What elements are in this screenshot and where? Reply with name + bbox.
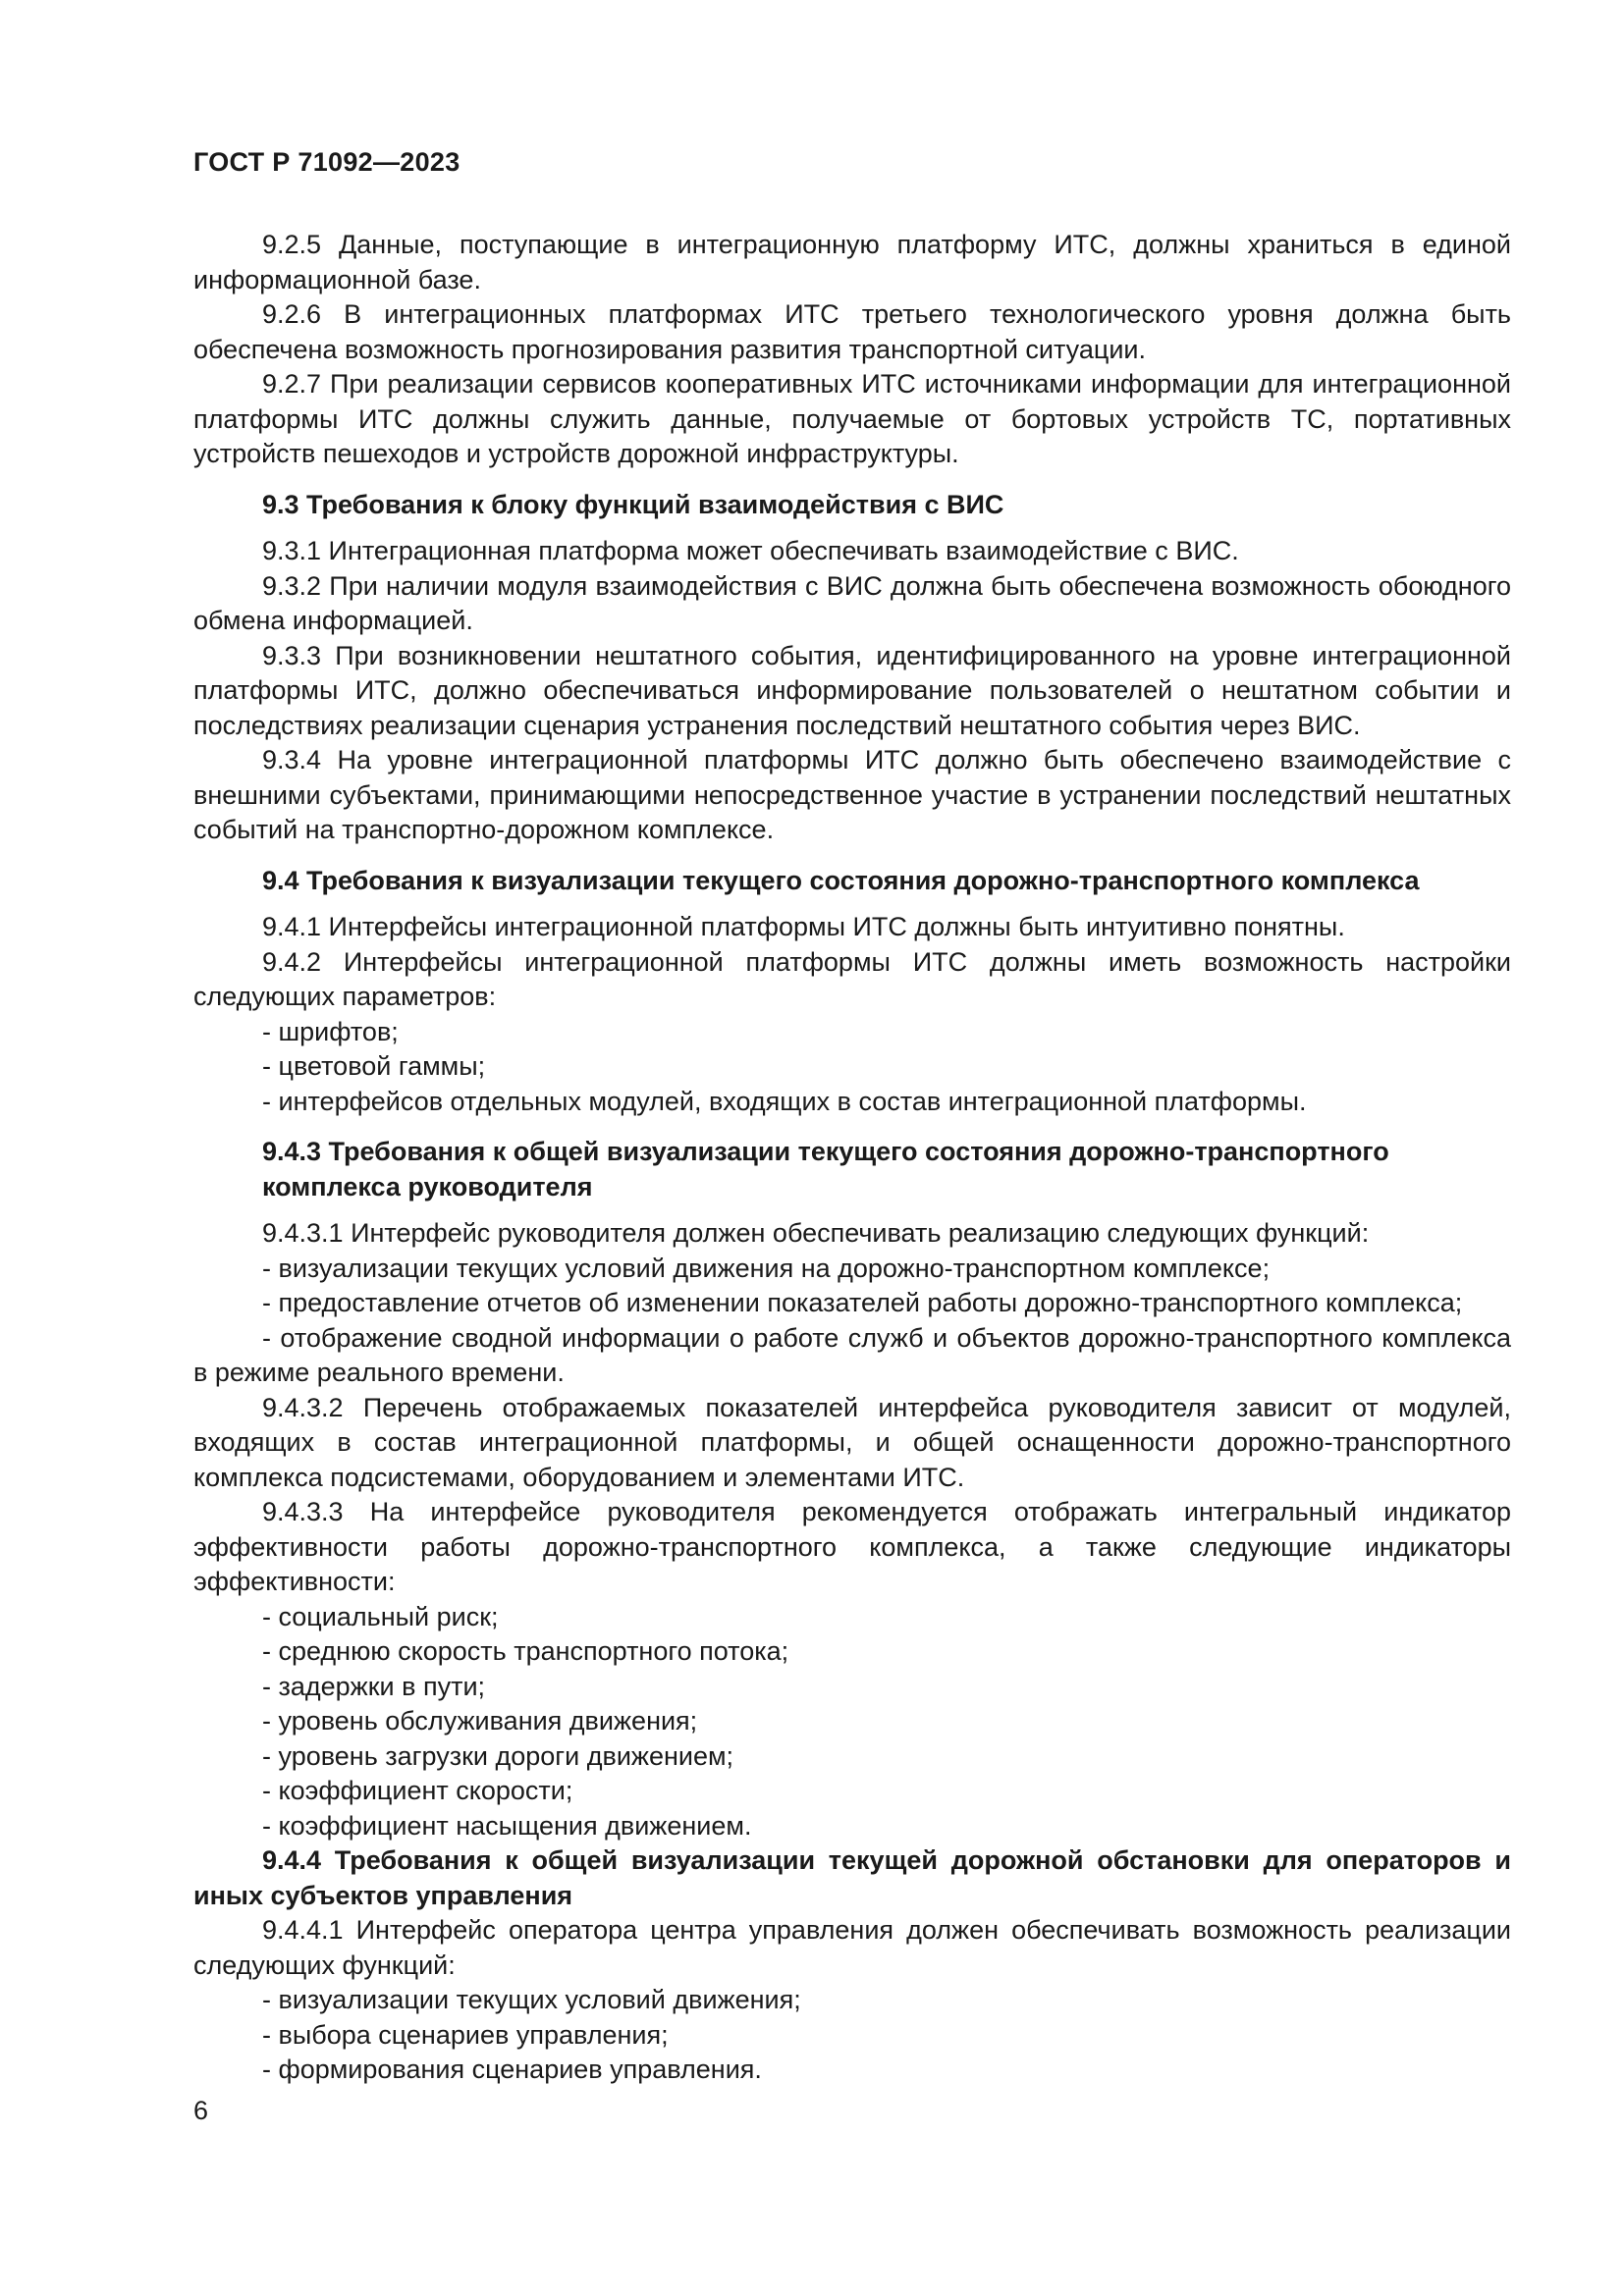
document-header: ГОСТ Р 71092—2023	[193, 147, 460, 177]
paragraph-9-4-2: 9.4.2 Интерфейсы интеграционной платформы ИТС должны иметь возможность настройки следующих параметров:	[193, 946, 1511, 1011]
list-item: - коэффициент насыщения движением.	[262, 1810, 752, 1841]
list-item: - визуализации текущих условий движения на дорожно-транспортном комплексе;	[262, 1253, 1271, 1283]
list-item: - формирования сценариев управления.	[262, 2055, 762, 2084]
section-heading-9-4-4: 9.4.4 Требования к общей визуализации текущей дорожной обстановки для операторов и иных субъектов управления	[193, 1845, 1511, 1910]
list-item: - уровень обслуживания движения;	[262, 1706, 698, 1735]
section-heading-9-3: 9.3 Требования к блоку функций взаимодействия с ВИС	[262, 489, 1004, 519]
paragraph-9-4-3-3: 9.4.3.3 На интерфейсе руководителя рекомендуется отображать интегральный индикатор эффективности работы дорожно-транспортного комплекса, а также следующие индикаторы эффективности:	[193, 1497, 1511, 1596]
paragraph-9-3-4: 9.3.4 На уровне интеграционной платформы ИТС должно быть обеспечено взаимодействие с внешними субъектами, принимающими непосредственное участие в устранении последствий нештатных событий на транспортно-дорожном комплексе.	[193, 745, 1511, 844]
document-body	[193, 228, 1511, 2088]
page-number: 6	[193, 2096, 209, 2125]
list-item: - социальный риск;	[262, 1601, 499, 1631]
list-item: - уровень загрузки дороги движением;	[262, 1740, 734, 1771]
paragraph-9-4-1: 9.4.1 Интерфейсы интеграционной платформы ИТС должны быть интуитивно понятны.	[262, 912, 1345, 941]
section-heading-9-4: 9.4 Требования к визуализации текущего состояния дорожно-транспортного комплекса	[262, 865, 1420, 895]
paragraph-9-2-5: 9.2.5 Данные, поступающие в интеграционную платформу ИТС, должны храниться в единой информационной базе.	[193, 230, 1511, 294]
list-item: - среднюю скорость транспортного потока;	[262, 1636, 789, 1666]
list-item: - шрифтов;	[262, 1016, 399, 1046]
list-item: - цветовой гаммы;	[262, 1051, 486, 1081]
paragraph-9-2-7: 9.2.7 При реализации сервисов кооперативных ИТС источниками информации для интеграционной платформы ИТС должны служить данные, получаемые от бортовых устройств ТС, портативных устройств пешеходов и устройств дорожной инфраструктуры.	[193, 369, 1511, 468]
paragraph-9-2-6: 9.2.6 В интеграционных платформах ИТС третьего технологического уровня должна быть обеспечена возможность прогнозирования развития транспортной ситуации.	[193, 299, 1511, 364]
section-heading-9-4-3: 9.4.3 Требования к общей визуализации текущего состояния дорожно-транспортного комплекса руководителя	[262, 1137, 1389, 1201]
paragraph-9-4-4-1: 9.4.4.1 Интерфейс оператора центра управления должен обеспечивать возможность реализации следующих функций:	[193, 1915, 1511, 1980]
list-item-wrapped: - отображение сводной информации о работе служб и объектов дорожно-транспортного комплекса в режиме реального времени.	[193, 1322, 1511, 1387]
list-item: - задержки в пути;	[262, 1671, 486, 1701]
list-item: - визуализации текущих условий движения;	[262, 1985, 801, 2014]
paragraph-9-3-2: 9.3.2 При наличии модуля взаимодействия с ВИС должна быть обеспечена возможность обоюдного обмена информацией.	[193, 570, 1511, 635]
paragraph-9-4-3-2: 9.4.3.2 Перечень отображаемых показателей интерфейса руководителя зависит от модулей, входящих в состав интеграционной платформы, и общей оснащенности дорожно-транспортного комплекса подсистемами, оборудованием и элементами ИТС.	[193, 1392, 1511, 1492]
list-item: - выбора сценариев управления;	[262, 2019, 669, 2050]
list-item: - интерфейсов отдельных модулей, входящих в состав интеграционной платформы.	[262, 1086, 1307, 1116]
list-item: - предоставление отчетов об изменении показателей работы дорожно-транспортного комплекса;	[262, 1288, 1463, 1317]
list-item: - коэффициент скорости;	[262, 1776, 573, 1805]
paragraph-9-4-3-1: 9.4.3.1 Интерфейс руководителя должен обеспечивать реализацию следующих функций:	[262, 1218, 1370, 1248]
paragraph-9-3-3: 9.3.3 При возникновении нештатного события, идентифицированного на уровне интеграционной платформы ИТС, должно обеспечиваться информирование пользователей о нештатном событии и последствиях реализации сценария устранения последствий нештатного события через ВИС.	[193, 640, 1511, 740]
paragraph-9-3-1: 9.3.1 Интеграционная платформа может обеспечивать взаимодействие с ВИС.	[262, 536, 1239, 565]
